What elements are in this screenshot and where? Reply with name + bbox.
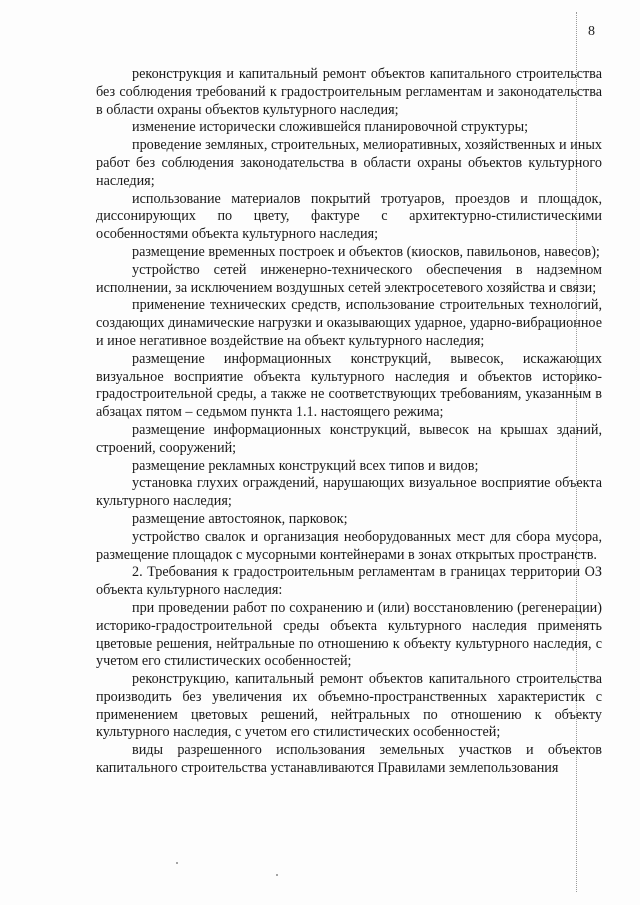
- paragraph: размещение информационных конструкций, вывесок на крышах зданий, строений, сооружений;: [96, 421, 602, 456]
- paragraph: размещение автостоянок, парковок;: [132, 510, 348, 527]
- paragraph: устройство сетей инженерно-технического обеспечения в надземном исполнении, за исключением воздушных сетей электросетевого хозяйства и связи;: [96, 261, 602, 296]
- paragraph: при проведении работ по сохранению и (или) восстановлению (регенерации) историко-градостроительной среды объекта культурного наследия применять цветовые решения, нейтральные по отношению к объекту культурного наследия, с учетом его стилистических особенностей;: [96, 599, 602, 670]
- paragraph: размещение рекламных конструкций всех типов и видов;: [132, 457, 479, 474]
- paragraph: изменение исторически сложившейся планировочной структуры;: [132, 119, 529, 136]
- paragraph: проведение земляных, строительных, мелиоративных, хозяйственных и иных работ без соблюдения законодательства в области охраны объектов культурного наследия;: [96, 137, 602, 189]
- section-heading-paragraph: 2. Требования к градостроительным регламентам в границах территории ОЗ объекта культурного наследия:: [96, 564, 602, 599]
- paragraph: виды разрешенного использования земельных участков и объектов капитального строительства устанавливаются Правилами землепользования: [96, 742, 602, 777]
- paragraph: размещение временных построек и объектов (киосков, павильонов, навесов);: [132, 243, 600, 260]
- document-body: [96, 66, 602, 778]
- paragraph: реконструкция и капитальный ремонт объектов капитального строительства без соблюдения требований к градостроительным регламентам и законодательства в области охраны объектов культурного наследия;: [96, 66, 602, 118]
- paragraph: использование материалов покрытий тротуаров, проездов и площадок, диссонирующих по цвету, фактуре с архитектурно-стилистическими особенностями объекта культурного наследия;: [96, 190, 602, 243]
- paragraph: реконструкцию, капитальный ремонт объектов капитального строительства производить без увеличения их объемно-пространственных характеристик с применением цветовых решений, нейтральных по отношению к объекту культурного наследия, с учетом его стилистических особенностей;: [96, 671, 602, 741]
- paragraph: размещение информационных конструкций, вывесок, искажающих визуальное восприятие объекта культурного наследия и объектов историко-градостроительной среды, а также не соответствующих требованиям, указанным в абзацах пятом – седьмом пункта 1.1. настоящего режима;: [96, 350, 602, 421]
- paragraph: устройство свалок и организация необорудованных мест для сбора мусора, размещение площадок с мусорными контейнерами в зонах открытых пространств.: [96, 528, 602, 563]
- page-number: 8: [588, 24, 595, 39]
- paragraph: применение технических средств, использование строительных технологий, создающих динамические нагрузки и оказывающих ударное, ударно-вибрационное и иное негативное воздействие на объект культурного наследия;: [96, 297, 602, 349]
- paragraph: установка глухих ограждений, нарушающих визуальное восприятие объекта культурного наследия;: [96, 475, 602, 510]
- scan-artifact: [276, 874, 278, 876]
- scan-artifact: [176, 862, 178, 864]
